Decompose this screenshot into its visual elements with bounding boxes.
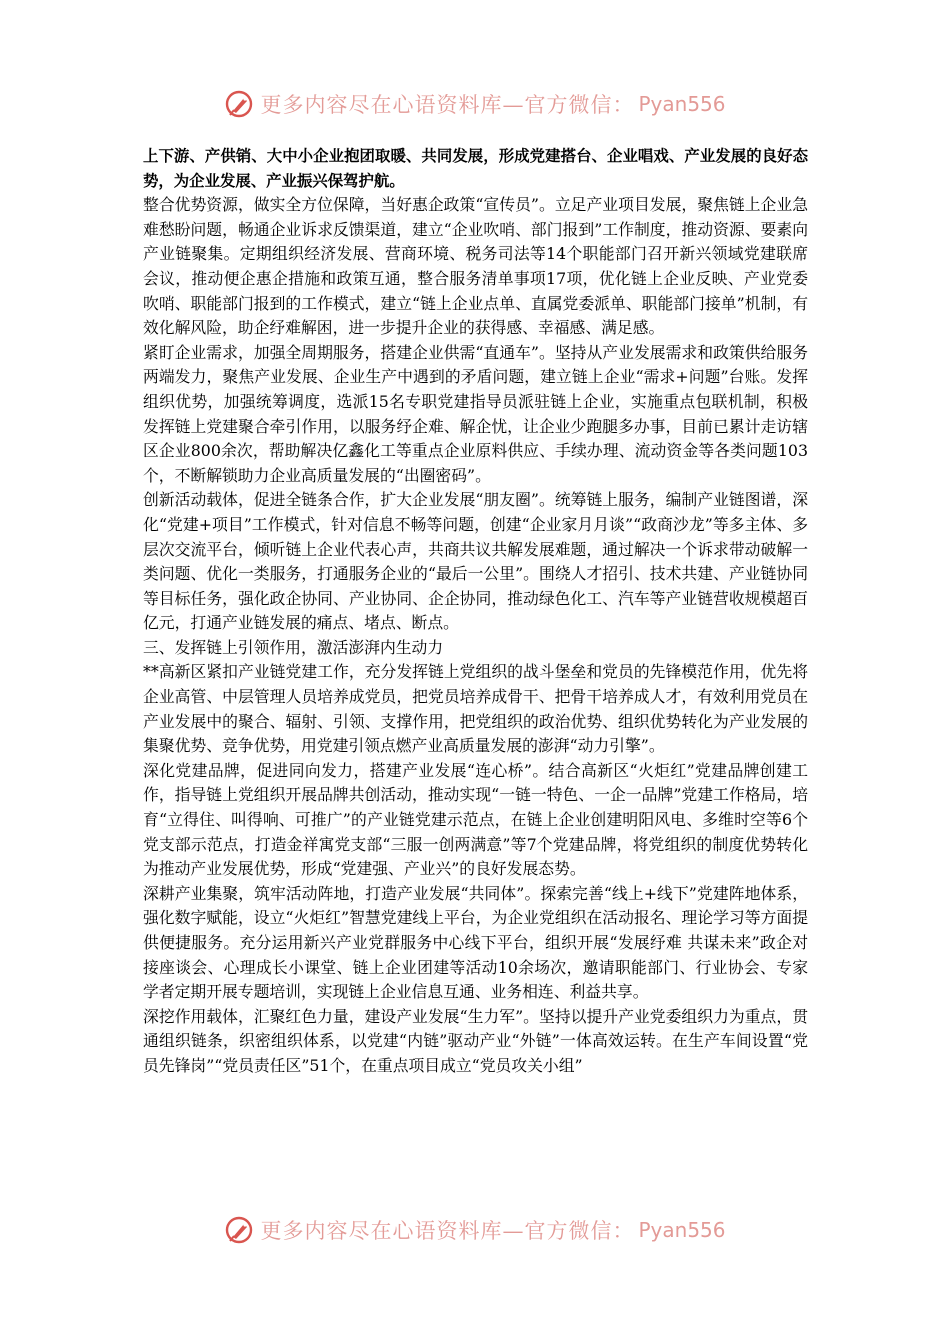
paragraph-3: 紧盯企业需求，加强全周期服务，搭建企业供需“直通车”。坚持从产业发展需求和政策供给服务两端发力，聚焦产业发展、企业生产中遇到的矛盾问题，建立链上企业“需求+问题”台账。发挥组织优势，加强统筹调度，选派15名专职党建指导员派驻链上企业，实施重点包联机制，积极发挥链上党建聚合牵引作用，以服务纾企难、解企忧，让企业少跑腿多办事，目前已累计走访辖区企业800余次，帮助解决亿鑫化工等重点企业原料供应、手续办理、流动资金等各类问题103个，不断解锁助力企业高质量发展的“出圈密码”。 — [143, 342, 808, 485]
header-text: 更多内容尽在心语资料库—官方微信： — [260, 93, 635, 117]
paragraph-4: 创新活动载体，促进全链条合作，扩大企业发展“朋友圈”。统筹链上服务，编制产业链图谱，深化“党建+项目”工作模式，针对信息不畅等问题，创建“企业家月月谈”“政商沙龙”等多主体、多层次交流平台，倾听链上企业代表心声，共商共议共解发展难题，通过解决一个诉求带动破解一类问题、优化一类服务，打通服务企业的“最后一公里”。围绕人才招引、技术共建、产业链协同等目标任务，强化政企协同、产业协同、企企协同，推动绿色化工、汽车等产业链营收规模超百亿元，打通产业链发展的痛点、堵点、断点。 — [143, 490, 808, 633]
header-wechat-id: Pyan556 — [638, 92, 726, 116]
paragraph-9: 深挖作用载体，汇聚红色力量，建设产业发展“生力军”。坚持以提升产业党委组织力为重点，贯通组织链条，织密组织体系，以党建“内链”驱动产业“外链”一体高效运转。在生产车间设置“党员先锋岗”“党员责任区”51个，在重点项目成立“党员攻关小组” — [143, 1006, 808, 1075]
pen-nib-logo-icon — [224, 1215, 254, 1245]
paragraph-7: 深化党建品牌，促进同向发力，搭建产业发展“连心桥”。结合高新区“火炬红”党建品牌创建工作，指导链上党组织开展品牌共创活动，推动实现“一链一特色、一企一品牌”党建工作格局，培育“立得住、叫得响、可推广”的产业链党建示范点，在链上企业创建明阳风电、多维时空等6个党支部示范点，打造金祥寓党支部“三服一创两满意”等7个党建品牌，将党组织的制度优势转化为推动产业发展优势，形成“党建强、产业兴”的良好发展态势。 — [143, 760, 808, 879]
document-body — [143, 144, 808, 1079]
paragraph-8: 深耕产业集聚，筑牢活动阵地，打造产业发展“共同体”。探索完善“线上+线下”党建阵地体系，强化数字赋能，设立“火炬红”智慧党建线上平台，为企业党组织在活动报名、理论学习等方面提供便捷服务。充分运用新兴产业党群服务中心线下平台，组织开展“发展纾难 共谋未来”政企对接座谈会、心理成长小课堂、链上企业团建等活动10余场次，邀请职能部门、行业协会、专家学者定期开展专题培训，实现链上企业信息互通、业务相连、利益共享。 — [143, 883, 808, 1002]
footer-banner — [0, 1210, 950, 1250]
section-heading: 三、发挥链上引领作用，激活澎湃内生动力 — [143, 637, 444, 657]
footer-text: 更多内容尽在心语资料库—官方微信： — [260, 1219, 635, 1243]
paragraph-6: **高新区紧扣产业链党建工作，充分发挥链上党组织的战斗堡垒和党员的先锋模范作用，优先将企业高管、中层管理人员培养成党员，把党员培养成骨干、把骨干培养成人才，有效利用党员在产业发展中的聚合、辐射、引领、支撑作用，把党组织的政治优势、组织优势转化为产业发展的集聚优势、竞争优势，用党建引领点燃产业高质量发展的澎湃“动力引擎”。 — [143, 662, 808, 756]
header-banner — [0, 84, 950, 124]
paragraph-2: 整合优势资源，做实全方位保障，当好惠企政策“宣传员”。立足产业项目发展，聚焦链上企业急难愁盼问题，畅通企业诉求反馈渠道，建立“企业吹哨、部门报到”工作制度，推动资源、要素向产业链聚集。定期组织经济发展、营商环境、税务司法等14个职能部门召开新兴领域党建联席会议，推动便企惠企措施和政策互通，整合服务清单事项17项，优化链上企业反映、产业党委吹哨、职能部门报到的工作模式，建立“链上企业点单、直属党委派单、职能部门接单”机制，有效化解风险，助企纾难解困，进一步提升企业的获得感、幸福感、满足感。 — [143, 195, 808, 338]
paragraph-1: 上下游、产供销、大中小企业抱团取暖、共同发展，形成党建搭台、企业唱戏、产业发展的良好态势，为企业发展、产业振兴保驾护航。 — [143, 147, 808, 190]
pen-nib-logo-icon — [224, 89, 254, 119]
footer-wechat-id: Pyan556 — [638, 1218, 726, 1242]
